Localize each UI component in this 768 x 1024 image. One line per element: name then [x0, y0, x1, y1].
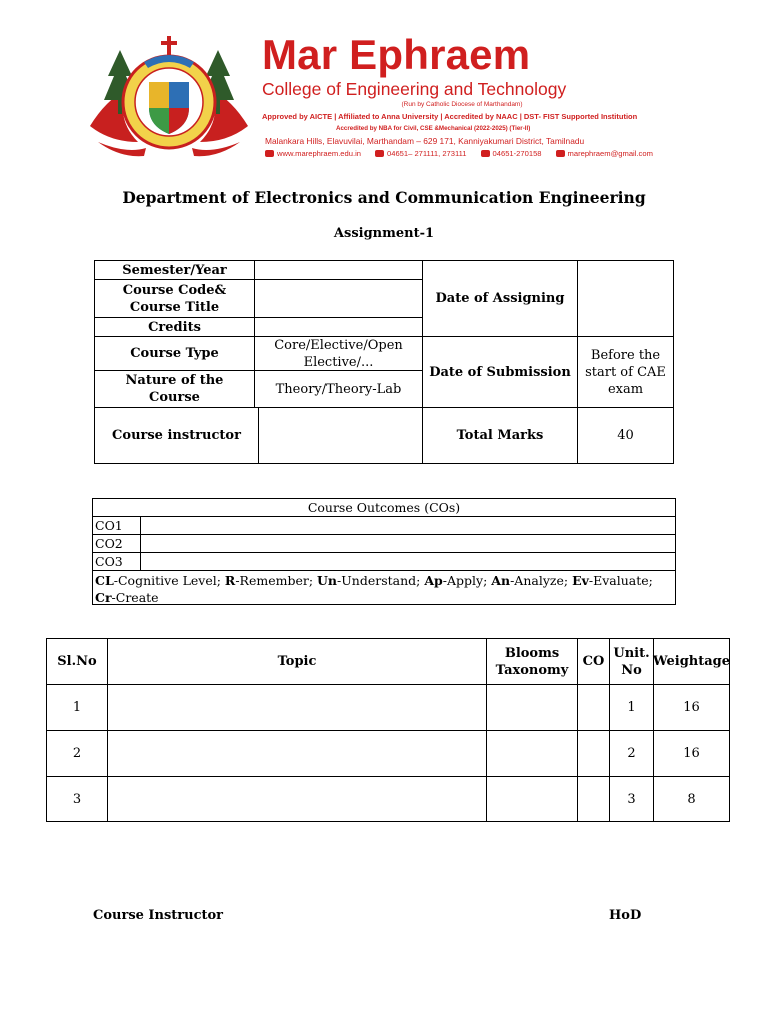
course-type-label: Course Type — [94, 336, 255, 371]
email-text: marephraem@gmail.com — [567, 149, 653, 158]
table-cell-weightage: 16 — [653, 684, 730, 731]
table-cell-weightage: 8 — [653, 776, 730, 822]
table-cell-topic — [107, 684, 487, 731]
table-cell-co — [577, 776, 610, 822]
assignment-title: Assignment-1 — [333, 226, 435, 241]
phone-icon — [375, 150, 384, 157]
date-assigning-label: Date of Assigning — [422, 260, 578, 337]
website-text: www.marephraem.edu.in — [277, 149, 361, 158]
address-text: Malankara Hills, Elavuvilai, Marthandam – 629 171, Kanniyakumari District, Tamilnadu — [265, 136, 585, 146]
table-cell-slno: 3 — [46, 776, 108, 822]
date-assigning-value — [577, 260, 674, 337]
college-logo-emblem — [86, 30, 252, 166]
legend-text: -Create — [111, 590, 159, 605]
nature-label: Nature of the Course — [94, 370, 255, 408]
table-cell-topic — [107, 730, 487, 777]
hod-signature: HoD — [609, 908, 642, 923]
date-submission-value: Before the start of CAE exam — [577, 336, 674, 408]
table-cell-slno: 1 — [46, 684, 108, 731]
header-weightage: Weightage — [653, 638, 730, 685]
legend-abbr: Ev — [572, 573, 589, 588]
co-label: CO3 — [92, 552, 141, 571]
legend-abbr: Cr — [95, 590, 112, 605]
outcomes-title: Course Outcomes (COs) — [92, 498, 676, 517]
date-submission-label: Date of Submission — [422, 336, 578, 408]
co-value — [140, 516, 676, 535]
course-code-value — [254, 279, 423, 318]
header-blooms: Blooms Taxonomy — [486, 638, 578, 685]
nature-value: Theory/Theory-Lab — [254, 370, 423, 408]
legend-abbr: R — [224, 573, 236, 588]
department-title: Department of Electronics and Communication Engineering — [122, 188, 646, 207]
college-name: Mar Ephraem — [262, 31, 531, 78]
run-by-text: (Run by Catholic Diocese of Marthandam) — [401, 101, 523, 108]
table-cell-slno: 2 — [46, 730, 108, 777]
phone-text: 04651– 271111, 273111 — [387, 149, 467, 158]
legend-text: -Cognitive Level; — [113, 573, 225, 588]
course-code-label: Course Code& Course Title — [94, 279, 255, 318]
table-cell-unit: 1 — [609, 684, 654, 731]
nba-accreditation-text: Accredited by NBA for Civil, CSE &Mechanical (2022-2025) (Tier-II) — [336, 125, 531, 132]
co-label: CO2 — [92, 534, 141, 553]
header-slno: Sl.No — [46, 638, 108, 685]
fax-text: 04651-270158 — [492, 149, 542, 158]
cognitive-level-legend — [92, 570, 676, 605]
fax-icon — [481, 150, 490, 157]
legend-abbr: CL — [95, 573, 114, 588]
table-cell-weightage: 16 — [653, 730, 730, 777]
table-cell-blooms — [486, 684, 578, 731]
legend-text: -Evaluate; — [588, 573, 653, 588]
legend-abbr: Ap — [424, 573, 443, 588]
table-cell-unit: 3 — [609, 776, 654, 822]
table-cell-co — [577, 730, 610, 777]
table-cell-unit: 2 — [609, 730, 654, 777]
table-cell-blooms — [486, 776, 578, 822]
contact-line — [265, 149, 653, 158]
legend-text: -Understand; — [337, 573, 425, 588]
legend-text: -Apply; — [442, 573, 492, 588]
table-cell-blooms — [486, 730, 578, 777]
legend-text: -Analyze; — [510, 573, 573, 588]
college-subtitle: College of Engineering and Technology — [262, 79, 567, 99]
instructor-label: Course instructor — [94, 407, 259, 464]
header-topic: Topic — [107, 638, 487, 685]
co-value — [140, 534, 676, 553]
table-cell-co — [577, 684, 610, 731]
header-unit: Unit. No — [609, 638, 654, 685]
globe-icon — [265, 150, 274, 157]
table-cell-topic — [107, 776, 487, 822]
legend-abbr: Un — [317, 573, 338, 588]
legend-abbr: An — [491, 573, 511, 588]
course-instructor-signature: Course Instructor — [93, 908, 224, 923]
semester-label: Semester/Year — [94, 260, 255, 280]
co-label: CO1 — [92, 516, 141, 535]
header-co: CO — [577, 638, 610, 685]
semester-value — [254, 260, 423, 280]
credits-label: Credits — [94, 317, 255, 337]
total-marks-label: Total Marks — [422, 407, 578, 464]
legend-text: -Remember; — [235, 573, 318, 588]
email-icon — [556, 150, 565, 157]
approval-text: Approved by AICTE | Affiliated to Anna University | Accredited by NAAC | DST- FIST Supported Institution — [262, 112, 638, 121]
instructor-value — [258, 407, 423, 464]
course-type-value: Core/Elective/Open Elective/... — [254, 336, 423, 371]
co-value — [140, 552, 676, 571]
total-marks-value: 40 — [577, 407, 674, 464]
credits-value — [254, 317, 423, 337]
